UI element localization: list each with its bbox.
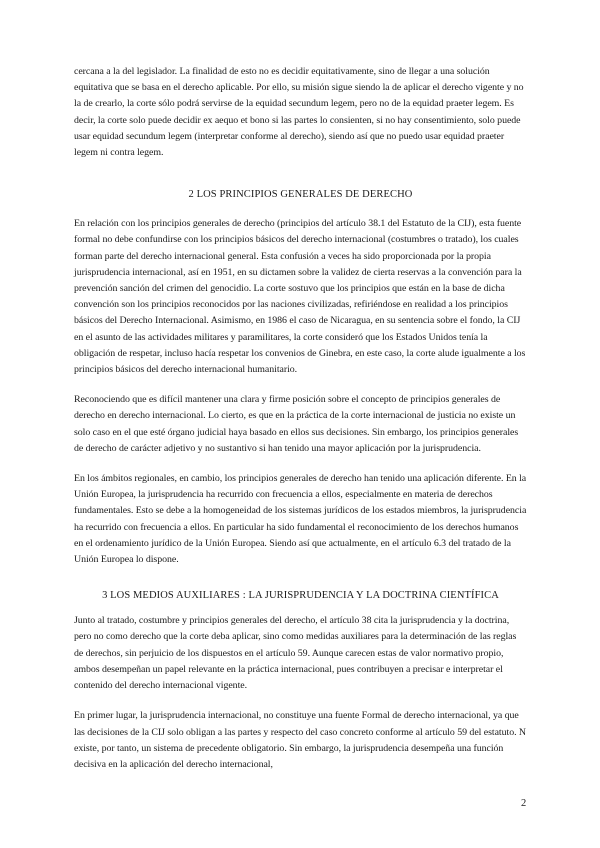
page-number: 2 — [521, 798, 527, 809]
section-3-paragraph-2: En primer lugar, la jurisprudencia internacional, no constituye una fuente Formal de derecho internacional, ya que las decisiones de la CIJ solo obligan a las partes y respecto del caso concreto conforme al artículo 59 del estatuto. N existe, por tanto, un sistema de precedente obligatorio. Sin embargo, la jurisprudencia desempeña una función decisiva en la aplicación del derecho internacional, — [74, 710, 526, 770]
section-heading-principios-generales: 2 LOS PRINCIPIOS GENERALES DE DERECHO — [188, 189, 413, 201]
section-2-paragraph-2: Reconociendo que es difícil mantener una clara y firme posición sobre el concepto de principios generales de derecho en derecho internacional. Lo cierto, es que en la práctica de la corte internacional de justicia no existe un solo caso en el que esté órgano judicial haya basado en ellos sus decisiones. Sin embargo, los principios generales de derecho de carácter adjetivo y no sustantivo si han tenido una mayor aplicación por la jurisprudencia. — [74, 394, 519, 454]
section-3-paragraph-1: Junto al tratado, costumbre y principios generales del derecho, el artículo 38 cita la jurisprudencia y la doctrina, pero no como derecho que la corte deba aplicar, sino como medidas auxiliares para la determinación de las reglas de derechos, sin perjuicio de los dispuestos en el artículo 59. Aunque carecen estas de valor normativo propio, ambos desempeñan un papel relevante en la práctica internacional, pues contribuyen a precisar e interpretar el contenido del derecho internacional vigente. — [74, 615, 517, 692]
section-2-paragraph-3: En los ámbitos regionales, en cambio, los principios generales de derecho han tenido una aplicación diferente. En la Unión Europea, la jurisprudencia ha recurrido con frecuencia a ellos, especialmente en materia de derechos fundamentales. Esto se debe a la homogeneidad de los sistemas jurídicos de los estados miembros, la jurisprudencia ha recurrido con frecuencia a ellos. En particular ha sido fundamental el reconocimiento de los derechos humanos en el ordenamiento jurídico de la Unión Europea. Siendo así que actualmente, en el artículo 6.3 del tratado de la Unión Europea lo dispone. — [74, 473, 527, 566]
section-2-paragraph-1: En relación con los principios generales de derecho (principios del artículo 38.1 del Estatuto de la CIJ), esta fuente formal no debe confundirse con los principios básicos del derecho internacional (costumbres o tratado), los cuales forman parte del derecho internacional general. Esta confusión a veces ha sido proporcionada por la propia jurisprudencia internacional, así en 1951, en su dictamen sobre la validez de cierta reservas a la convención para la prevención sanción del crimen del genocidio. La corte sostuvo que los principios que están en la base de dicha convención son los principios reconocidos por las naciones civilizadas, refiriéndose en realidad a los principios básicos del Derecho Internacional. Asimismo, en 1986 el caso de Nicaragua, en su sentencia sobre el fondo, la CIJ en el asunto de las actividades militares y paramilitares, la corte consideró que los Estados Unidos tenía la obligación de respetar, incluso hacía respetar los convenios de Ginebra, en este caso, la corte alude igualmente a los principios básicos del derecho internacional humanitario. — [74, 218, 526, 376]
section-heading-medios-auxiliares: 3 LOS MEDIOS AUXILIARES : LA JURISPRUDENCIA Y LA DOCTRINA CIENTÍFICA — [102, 590, 499, 602]
page-body — [74, 64, 527, 787]
intro-paragraph: cercana a la del legislador. La finalidad de esto no es decidir equitativamente, sino de llegar a una solución equitativa que se basa en el derecho aplicable. Por ello, su misión sigue siendo la de aplicar el derecho vigente y no la de crearlo, la corte sólo podrá servirse de la equidad secundum legem, pero no de la equidad praeter legem. Es decir, la corte solo puede decidir ex aequo et bono si las partes lo consienten, si no hay consentimiento, solo puede usar equidad secundum legem (interpretar conforme al derecho), siendo así que no puedo usar equidad praeter legem ni contra legem. — [74, 66, 524, 159]
